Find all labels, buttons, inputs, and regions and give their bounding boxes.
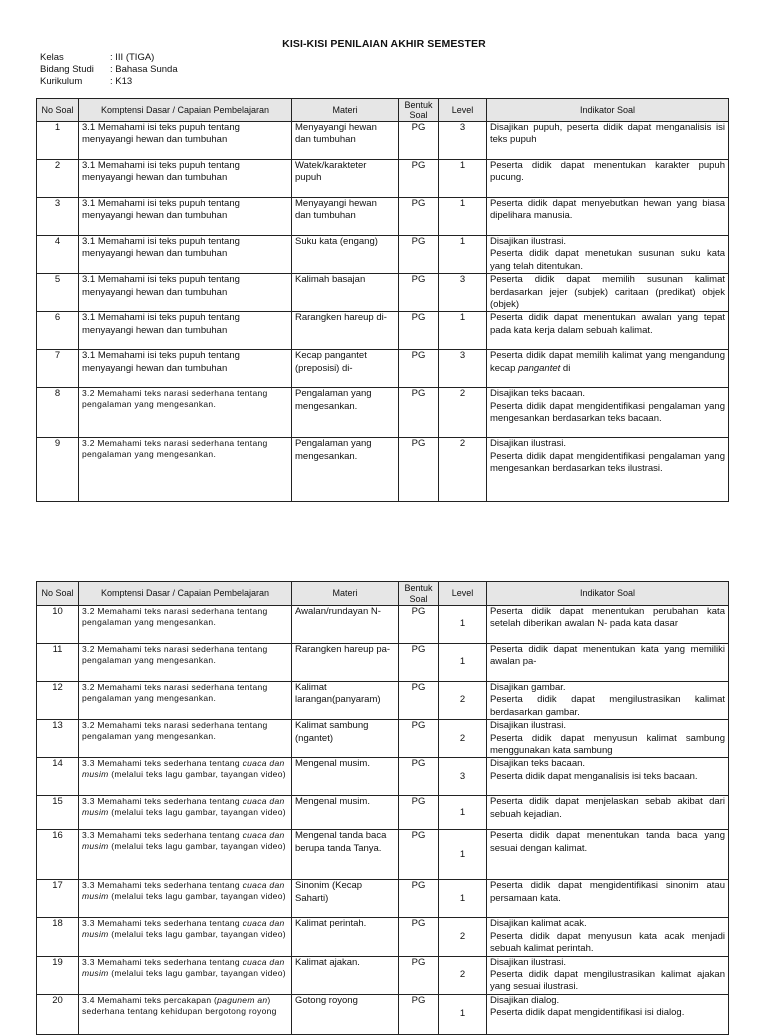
indikator-text: di — [560, 362, 571, 374]
cell-materi: Menyayangi hewan dan tumbuhan — [292, 198, 399, 236]
cell-kompetensi-dasar — [79, 994, 292, 1034]
cell-kompetensi-dasar: 3.1 Memahami isi teks pupuh tentang menyayangi hewan dan tumbuhan — [79, 198, 292, 236]
indikator-line: Disajikan kalimat acak. — [490, 918, 587, 930]
cell-bentuk-soal: PG — [399, 644, 439, 682]
cell-materi: Kecap pangantet (preposisi) di- — [292, 350, 399, 388]
cell-no-soal: 4 — [37, 236, 79, 274]
document-title: KISI-KISI PENILAIAN AKHIR SEMESTER — [282, 38, 486, 50]
cell-level: 3 — [439, 350, 487, 388]
cell-materi: Kalimat larangan(panyaram) — [292, 682, 399, 720]
cell-indikator-soal — [487, 388, 729, 438]
cell-indikator-soal — [487, 160, 729, 198]
table-row — [37, 438, 729, 502]
cell-kompetensi-dasar: 3.2 Memahami teks narasi sederhana tentang pengalaman yang mengesankan. — [79, 388, 292, 438]
cell-kompetensi-dasar: 3.2 Memahami teks narasi sederhana tentang pengalaman yang mengesankan. — [79, 720, 292, 758]
header-no-soal: No Soal — [37, 99, 79, 122]
cell-no-soal: 19 — [37, 956, 79, 994]
table-row — [37, 994, 729, 1034]
table-row — [37, 918, 729, 956]
cell-materi: Kalimah basajan — [292, 274, 399, 312]
meta-kurikulum — [40, 76, 178, 88]
cell-materi: Menyayangi hewan dan tumbuhan — [292, 122, 399, 160]
cell-no-soal: 12 — [37, 682, 79, 720]
kd-text: (melalui teks lagu gambar, tayangan video) — [108, 967, 286, 978]
cell-level: 3 — [439, 122, 487, 160]
indikator-line: Peserta didik dapat menentukan kata yang memiliki awalan pa- — [490, 644, 725, 668]
cell-indikator-soal — [487, 994, 729, 1034]
table-row — [37, 830, 729, 880]
cell-kompetensi-dasar — [79, 956, 292, 994]
cell-kompetensi-dasar — [79, 830, 292, 880]
indikator-line: Peserta didik dapat menganalisis isi teks bacaan. — [490, 770, 698, 782]
kd-text: ) sederhana tentang kehidupan bergotong royong — [82, 994, 277, 1016]
header-indikator-soal: Indikator Soal — [487, 582, 729, 606]
indikator-line: Disajikan gambar. — [490, 682, 566, 693]
kd-text: (melalui teks lagu gambar, tayangan video) — [108, 929, 286, 940]
cell-kompetensi-dasar: 3.1 Memahami isi teks pupuh tentang menyayangi hewan dan tumbuhan — [79, 312, 292, 350]
cell-level: 1 — [439, 606, 487, 644]
cell-materi: Mengenal musim. — [292, 796, 399, 830]
cell-materi: Watek/karakteter pupuh — [292, 160, 399, 198]
cell-materi: Sinonim (Kecap Saharti) — [292, 880, 399, 918]
cell-materi: Suku kata (engang) — [292, 236, 399, 274]
indikator-line: Peserta didik dapat menentukan awalan yang tepat pada kata kerja dalam sebuah kalimat. — [490, 312, 725, 336]
cell-no-soal: 2 — [37, 160, 79, 198]
indikator-line: Peserta didik dapat mengilustrasikan kalimat ajakan yang sesuai ilustrasi. — [490, 969, 725, 993]
table-row — [37, 956, 729, 994]
cell-materi: Awalan/rundayan N- — [292, 606, 399, 644]
cell-bentuk-soal: PG — [399, 274, 439, 312]
indikator-line: Disajikan ilustrasi. — [490, 438, 567, 450]
cell-materi: Mengenal musim. — [292, 758, 399, 796]
header-bentuk-soal: Bentuk Soal — [399, 582, 439, 606]
cell-bentuk-soal: PG — [399, 956, 439, 994]
cell-indikator-soal — [487, 720, 729, 758]
indikator-line: Peserta didik dapat menentukan karakter pupuh pucung. — [490, 160, 725, 184]
header-materi: Materi — [292, 99, 399, 122]
kd-italic-text: cuaca dan musim — [82, 880, 285, 902]
kd-text: 3.4 Memahami teks percakapan ( — [82, 994, 218, 1005]
cell-no-soal: 5 — [37, 274, 79, 312]
kd-italic-text: pagunem an — [217, 994, 268, 1005]
cell-kompetensi-dasar: 3.1 Memahami isi teks pupuh tentang menyayangi hewan dan tumbuhan — [79, 236, 292, 274]
cell-indikator-soal — [487, 758, 729, 796]
meta-label: Kelas — [40, 52, 64, 63]
kisi-kisi-table-2 — [36, 581, 729, 1035]
table-row — [37, 198, 729, 236]
table-row — [37, 682, 729, 720]
cell-bentuk-soal: PG — [399, 830, 439, 880]
header-materi: Materi — [292, 582, 399, 606]
cell-bentuk-soal: PG — [399, 160, 439, 198]
indikator-line: Disajikan ilustrasi. — [490, 236, 567, 247]
cell-indikator-soal — [487, 956, 729, 994]
indikator-line: Peserta didik dapat mengidentifikasi isi dialog. — [490, 1007, 685, 1019]
kd-italic-text: cuaca dan musim — [82, 758, 285, 780]
header-bentuk-soal: Bentuk Soal — [399, 99, 439, 122]
cell-no-soal: 9 — [37, 438, 79, 502]
cell-bentuk-soal: PG — [399, 438, 439, 502]
kd-text: (melalui teks lagu gambar, tayangan video) — [108, 891, 286, 902]
cell-level: 2 — [439, 918, 487, 956]
cell-bentuk-soal: PG — [399, 312, 439, 350]
table-row — [37, 350, 729, 388]
cell-kompetensi-dasar: 3.2 Memahami teks narasi sederhana tentang pengalaman yang mengesankan. — [79, 438, 292, 502]
cell-materi: Pengalaman yang mengesankan. — [292, 388, 399, 438]
cell-kompetensi-dasar — [79, 758, 292, 796]
indikator-line: Peserta didik dapat menyusun kata acak menjadi sebuah kalimat perintah. — [490, 930, 725, 955]
cell-kompetensi-dasar: 3.2 Memahami teks narasi sederhana tentang pengalaman yang mengesankan. — [79, 682, 292, 720]
header-kompetensi-dasar: Komptensi Dasar / Capaian Pembelajaran — [79, 582, 292, 606]
cell-bentuk-soal: PG — [399, 236, 439, 274]
header-no-soal: No Soal — [37, 582, 79, 606]
cell-kompetensi-dasar: 3.1 Memahami isi teks pupuh tentang menyayangi hewan dan tumbuhan — [79, 160, 292, 198]
cell-level: 2 — [439, 388, 487, 438]
cell-level: 1 — [439, 994, 487, 1034]
indikator-line: Disajikan pupuh, peserta didik dapat menganalisis isi teks pupuh — [490, 122, 725, 146]
table-row — [37, 236, 729, 274]
cell-level: 1 — [439, 830, 487, 880]
cell-no-soal: 11 — [37, 644, 79, 682]
header-level: Level — [439, 582, 487, 606]
cell-indikator-soal — [487, 880, 729, 918]
table-row — [37, 720, 729, 758]
cell-indikator-soal — [487, 350, 729, 388]
cell-materi: Kalimat sambung (ngantet) — [292, 720, 399, 758]
kd-text: 3.3 Memahami teks sederhana tentang — [82, 796, 243, 807]
indikator-line: Peserta didik dapat menyusun kalimat sambung menggunakan kata sambung — [490, 732, 725, 757]
cell-bentuk-soal: PG — [399, 682, 439, 720]
table-row — [37, 160, 729, 198]
indikator-line: Disajikan ilustrasi. — [490, 956, 567, 968]
cell-no-soal: 7 — [37, 350, 79, 388]
cell-materi: Rarangken hareup di- — [292, 312, 399, 350]
table-row — [37, 312, 729, 350]
cell-level: 2 — [439, 682, 487, 720]
cell-level: 3 — [439, 758, 487, 796]
indikator-line: Disajikan dialog. — [490, 994, 560, 1006]
cell-indikator-soal — [487, 918, 729, 956]
cell-bentuk-soal: PG — [399, 918, 439, 956]
kd-text: 3.3 Memahami teks sederhana tentang — [82, 830, 243, 841]
cell-kompetensi-dasar: 3.1 Memahami isi teks pupuh tentang menyayangi hewan dan tumbuhan — [79, 274, 292, 312]
meta-value: : K13 — [110, 76, 133, 87]
meta-kelas — [40, 52, 178, 64]
kd-text: 3.3 Memahami teks sederhana tentang — [82, 956, 243, 967]
cell-indikator-soal — [487, 830, 729, 880]
cell-no-soal: 8 — [37, 388, 79, 438]
cell-indikator-soal — [487, 198, 729, 236]
indikator-line: Peserta didik dapat menjelaskan sebab akibat dari sebuah kejadian. — [490, 796, 725, 820]
cell-no-soal: 15 — [37, 796, 79, 830]
cell-indikator-soal — [487, 796, 729, 830]
table-row — [37, 388, 729, 438]
cell-materi: Kalimat perintah. — [292, 918, 399, 956]
header-level: Level — [439, 99, 487, 122]
indikator-line: Peserta didik dapat menentukan tanda baca yang sesuai dengan kalimat. — [490, 830, 725, 854]
header-indikator-soal: Indikator Soal — [487, 99, 729, 122]
cell-bentuk-soal: PG — [399, 758, 439, 796]
cell-indikator-soal — [487, 236, 729, 274]
indikator-line: Peserta didik dapat mengidentifikasi pengalaman yang mengesankan berdasarkan teks bacaan. — [490, 400, 725, 425]
indikator-text: Peserta didik dapat memilih kalimat yang mengandung kecap — [490, 350, 725, 374]
cell-indikator-soal — [487, 438, 729, 502]
kd-italic-text: cuaca dan musim — [82, 796, 285, 818]
cell-materi: Kalimat ajakan. — [292, 956, 399, 994]
meta-value: : Bahasa Sunda — [110, 64, 178, 75]
cell-bentuk-soal: PG — [399, 880, 439, 918]
cell-level: 3 — [439, 274, 487, 312]
kisi-kisi-table-1 — [36, 98, 729, 502]
cell-indikator-soal — [487, 274, 729, 312]
indikator-line: Disajikan teks bacaan. — [490, 388, 586, 400]
cell-kompetensi-dasar: 3.2 Memahami teks narasi sederhana tentang pengalaman yang mengesankan. — [79, 644, 292, 682]
indikator-line: Disajikan teks bacaan. — [490, 758, 586, 770]
kd-italic-text: cuaca dan musim — [82, 956, 285, 978]
cell-indikator-soal — [487, 122, 729, 160]
cell-kompetensi-dasar — [79, 880, 292, 918]
table-header-row — [37, 99, 729, 122]
header-kompetensi-dasar: Komptensi Dasar / Capaian Pembelajaran — [79, 99, 292, 122]
kd-text: 3.3 Memahami teks sederhana tentang — [82, 758, 243, 769]
cell-no-soal: 13 — [37, 720, 79, 758]
cell-materi: Pengalaman yang mengesankan. — [292, 438, 399, 502]
cell-level: 1 — [439, 236, 487, 274]
table-row — [37, 796, 729, 830]
cell-indikator-soal — [487, 606, 729, 644]
cell-no-soal: 20 — [37, 994, 79, 1034]
indikator-line: Peserta didik dapat memilih susunan kalimat berdasarkan jejer (subjek) caritaan (predikat) objek (objek) — [490, 274, 725, 311]
indikator-line: Peserta didik dapat menentukan perubahan kata setelah diberikan awalan N- pada kata dasar — [490, 606, 725, 630]
table-row — [37, 122, 729, 160]
meta-value: : III (TIGA) — [110, 52, 155, 63]
cell-no-soal: 3 — [37, 198, 79, 236]
meta-bidang-studi — [40, 64, 178, 76]
cell-level: 1 — [439, 198, 487, 236]
cell-bentuk-soal: PG — [399, 994, 439, 1034]
meta-label: Kurikulum — [40, 76, 83, 87]
cell-kompetensi-dasar: 3.2 Memahami teks narasi sederhana tentang pengalaman yang mengesankan. — [79, 606, 292, 644]
cell-no-soal: 1 — [37, 122, 79, 160]
kd-text: 3.3 Memahami teks sederhana tentang — [82, 880, 243, 891]
indikator-line: Peserta didik dapat menyebutkan hewan yang biasa dipelihara manusia. — [490, 198, 725, 222]
cell-level: 1 — [439, 312, 487, 350]
kd-text: 3.3 Memahami teks sederhana tentang — [82, 918, 243, 929]
cell-no-soal: 17 — [37, 880, 79, 918]
cell-bentuk-soal: PG — [399, 350, 439, 388]
cell-level: 1 — [439, 796, 487, 830]
cell-level: 2 — [439, 438, 487, 502]
cell-indikator-soal — [487, 682, 729, 720]
cell-bentuk-soal: PG — [399, 388, 439, 438]
indikator-line: Peserta didik dapat mengilustrasikan kalimat berdasarkan gambar. — [490, 694, 725, 718]
cell-materi: Mengenal tanda baca berupa tanda Tanya. — [292, 830, 399, 880]
kd-text: (melalui teks lagu gambar, tayangan video) — [108, 807, 286, 818]
cell-level: 2 — [439, 720, 487, 758]
cell-no-soal: 18 — [37, 918, 79, 956]
cell-no-soal: 16 — [37, 830, 79, 880]
cell-indikator-soal — [487, 644, 729, 682]
cell-level: 1 — [439, 644, 487, 682]
table-header-row — [37, 582, 729, 606]
cell-bentuk-soal: PG — [399, 198, 439, 236]
indikator-line: Peserta didik dapat mengidentifikasi sinonim atau persamaan kata. — [490, 880, 725, 904]
document-meta — [40, 52, 178, 88]
cell-bentuk-soal: PG — [399, 606, 439, 644]
cell-level: 2 — [439, 956, 487, 994]
cell-level: 1 — [439, 880, 487, 918]
indikator-line: Peserta didik dapat menetukan susunan suku kata yang telah ditentukan. — [490, 248, 725, 272]
cell-indikator-soal — [487, 312, 729, 350]
meta-label: Bidang Studi — [40, 64, 94, 75]
cell-kompetensi-dasar — [79, 796, 292, 830]
indikator-italic-text: pangantet — [518, 362, 561, 374]
indikator-line: Peserta didik dapat mengidentifikasi pengalaman yang mengesankan berdasarkan teks ilustrasi. — [490, 450, 725, 475]
table-row — [37, 880, 729, 918]
kd-italic-text: cuaca dan musim — [82, 830, 285, 852]
cell-kompetensi-dasar: 3.1 Memahami isi teks pupuh tentang menyayangi hewan dan tumbuhan — [79, 122, 292, 160]
cell-no-soal: 6 — [37, 312, 79, 350]
kd-text: (melalui teks lagu gambar, tayangan video) — [108, 769, 286, 780]
cell-kompetensi-dasar: 3.1 Memahami isi teks pupuh tentang menyayangi hewan dan tumbuhan — [79, 350, 292, 388]
indikator-line: Disajikan ilustrasi. — [490, 720, 567, 732]
table-row — [37, 644, 729, 682]
cell-bentuk-soal: PG — [399, 122, 439, 160]
kd-text: (melalui teks lagu gambar, tayangan video) — [108, 841, 286, 852]
cell-materi: Gotong royong — [292, 994, 399, 1034]
table-row — [37, 758, 729, 796]
cell-bentuk-soal: PG — [399, 720, 439, 758]
cell-bentuk-soal: PG — [399, 796, 439, 830]
table-row — [37, 606, 729, 644]
table-row — [37, 274, 729, 312]
cell-materi: Rarangken hareup pa- — [292, 644, 399, 682]
cell-level: 1 — [439, 160, 487, 198]
cell-kompetensi-dasar — [79, 918, 292, 956]
kd-italic-text: cuaca dan musim — [82, 918, 285, 940]
cell-no-soal: 10 — [37, 606, 79, 644]
cell-no-soal: 14 — [37, 758, 79, 796]
